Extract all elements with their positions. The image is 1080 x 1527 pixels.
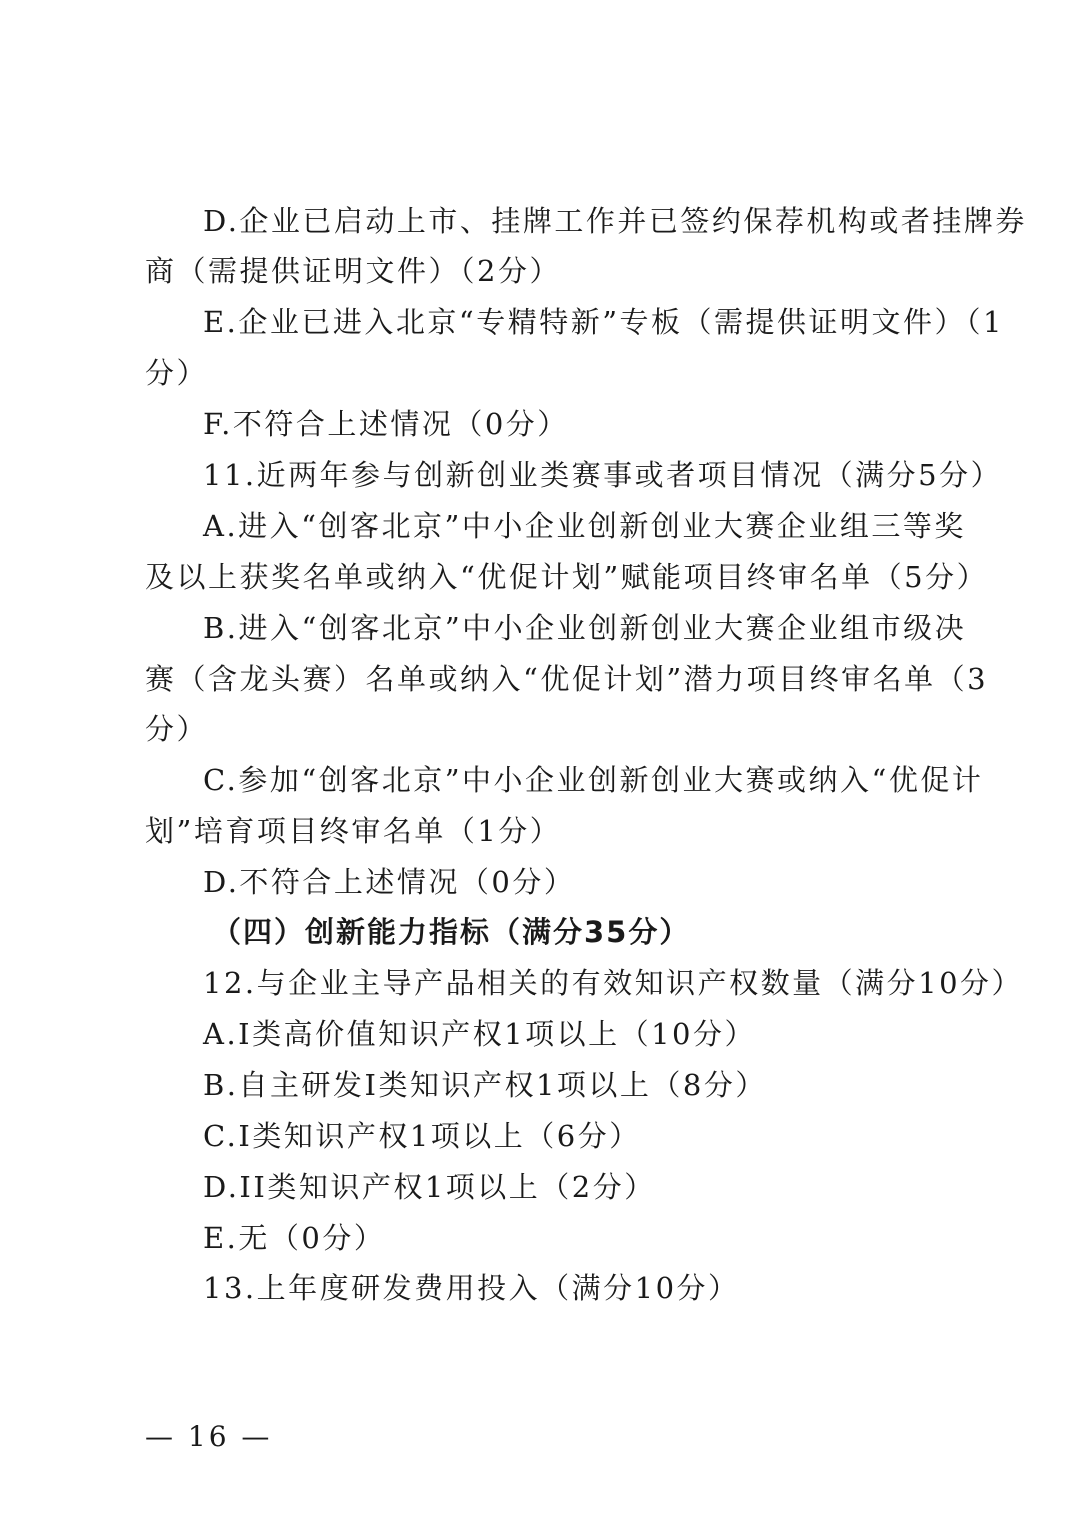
section-4-heading: （四）创新能力指标（满分35分） [212,915,691,949]
item-11-option-b-line-3: 分） [145,712,209,746]
item-12-option-a: A.I类高价值知识产权1项以上（10分） [203,1017,756,1051]
item-11-option-b-line-1: B.进入“创客北京”中小企业创新创业大赛企业组市级决 [203,611,967,645]
item-11-option-c-line-1: C.参加“创客北京”中小企业创新创业大赛或纳入“优促计 [203,763,984,797]
item-12-option-e: E.无（0分） [203,1221,386,1255]
item-10-option-f: F.不符合上述情况（0分） [203,407,569,441]
item-11-option-a-line-1: A.进入“创客北京”中小企业创新创业大赛企业组三等奖 [203,509,966,543]
item-11-option-d: D.不符合上述情况（0分） [203,865,576,899]
item-12-option-c: C.I类知识产权1项以上（6分） [203,1119,641,1153]
item-12-title: 12.与企业主导产品相关的有效知识产权数量（满分10分） [203,966,1024,1000]
item-10-option-d-line-1: D.企业已启动上市、挂牌工作并已签约保荐机构或者挂牌券 [203,204,1027,238]
item-13-title: 13.上年度研发费用投入（满分10分） [203,1271,740,1305]
item-10-option-e-line-2: 分） [145,356,209,390]
item-11-option-b-line-2: 赛（含龙头赛）名单或纳入“优促计划”潜力项目终审名单（3 [145,662,989,696]
item-10-option-d-line-2: 商（需提供证明文件）（2分） [145,254,561,288]
item-10-option-e-line-1: E.企业已进入北京“专精特新”专板（需提供证明文件）（1 [203,305,1004,339]
item-11-option-c-line-2: 划”培育项目终审名单（1分） [145,814,562,848]
item-12-option-d: D.II类知识产权1项以上（2分） [203,1170,656,1204]
item-11-option-a-line-2: 及以上获奖名单或纳入“优促计划”赋能项目终审名单（5分） [145,560,989,594]
item-11-title: 11.近两年参与创新创业类赛事或者项目情况（满分5分） [203,458,1003,492]
page-number: — 16 — [145,1420,273,1453]
item-12-option-b: B.自主研发I类知识产权1项以上（8分） [203,1068,767,1102]
